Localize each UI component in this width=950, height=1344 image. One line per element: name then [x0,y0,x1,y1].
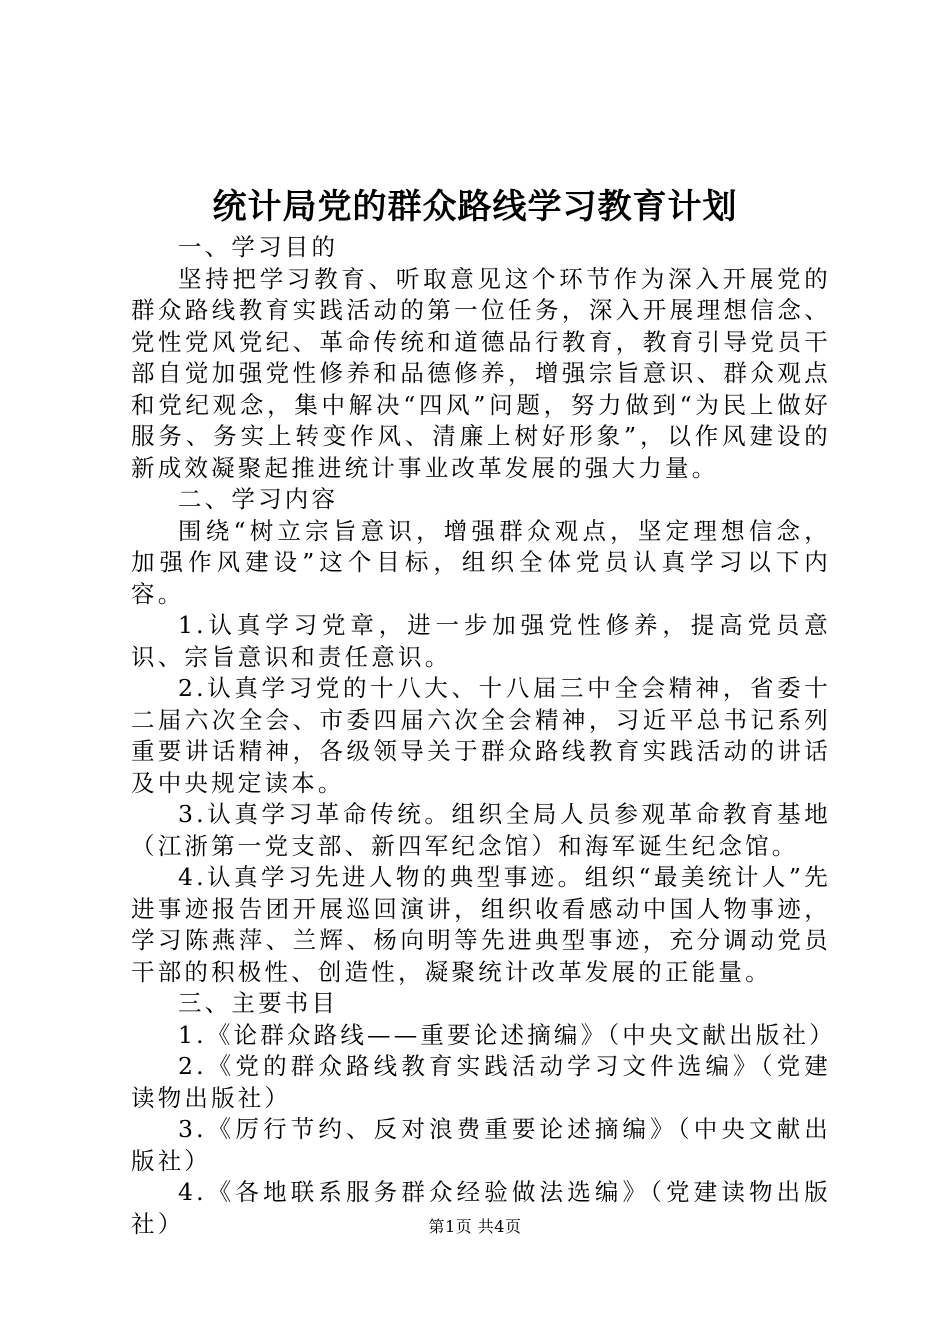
content-item-2: 2.认真学习党的十八大、十八届三中全会精神，省委十二届六次全会、市委四届六次全会精神，习近平总书记系列重要讲话精神，各级领导关于群众路线教育实践活动的讲话及中央规定读本。 [131,674,831,797]
book-item-3: 3.《厉行节约、反对浪费重要论述摘编》（中央文献出版社） [131,1115,831,1175]
document-body [131,232,836,1240]
paragraph-purpose: 坚持把学习教育、听取意见这个环节作为深入开展党的群众路线教育实践活动的第一位任务，深入开展理想信念、党性党风党纪、革命传统和道德品行教育，教育引导党员干部自觉加强党性修养和品德修养，增强宗旨意识、群众观点和党纪观念，集中解决“四风”问题，努力做到“为民上做好服务、务实上转变作风、清廉上树好形象”，以作风建设的新成效凝聚起推进统计事业改革发展的强大力量。 [131,264,831,482]
section-heading-content: 二、学习内容 [178,485,339,513]
page-number-footer: 第1页 共4页 [428,1217,522,1236]
content-item-3: 3.认真学习革命传统。组织全局人员参观革命教育基地（江浙第一党支部、新四军纪念馆）和海军诞生纪念馆。 [131,800,831,860]
paragraph-content-intro: 围绕“树立宗旨意识，增强群众观点，坚定理想信念，加强作风建设”这个目标，组织全体党员认真学习以下内容。 [131,516,831,608]
content-item-4: 4.认真学习先进人物的典型事迹。组织“最美统计人”先进事迹报告团开展巡回演讲，组织收看感动中国人物事迹，学习陈燕萍、兰辉、杨向明等先进典型事迹，充分调动党员干部的积极性、创造性，凝聚统计改革发展的正能量。 [131,863,831,986]
document-title: 统计局党的群众路线学习教育计划 [212,187,738,227]
section-heading-books: 三、主要书目 [178,989,339,1017]
book-item-4: 4.《各地联系服务群众经验做法选编》（党建读物出版社） [131,1178,831,1238]
book-item-2: 2.《党的群众路线教育实践活动学习文件选编》（党建读物出版社） [131,1052,831,1112]
book-item-1: 1.《论群众路线——重要论述摘编》（中央文献出版社） [178,1020,836,1049]
section-heading-purpose: 一、学习目的 [178,233,339,261]
content-item-1: 1.认真学习党章，进一步加强党性修养，提高党员意识、宗旨意识和责任意识。 [131,611,831,671]
